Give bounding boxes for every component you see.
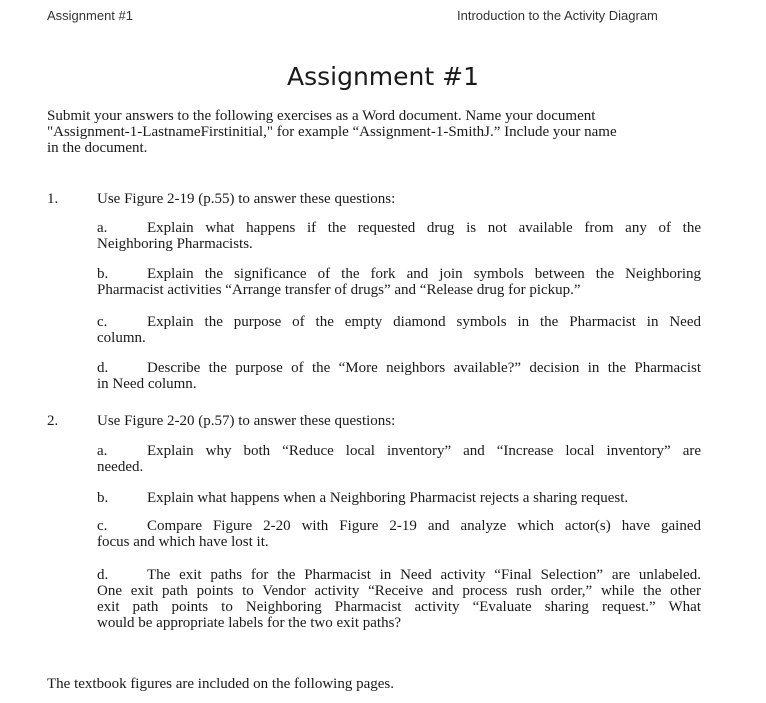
question-1-text: Use Figure 2-19 (p.55) to answer these questions: (97, 191, 396, 207)
question-1-part-c (97, 314, 701, 346)
question-2-number: 2. (47, 413, 59, 429)
part-continuation: column. (97, 330, 146, 346)
part-continuation: focus and which have lost it. (97, 534, 269, 550)
part-first-line (97, 490, 701, 506)
part-continuation: One exit path points to Vendor activity “Receive and process rush order,” while the other (97, 583, 701, 599)
question-2-part-b (97, 490, 701, 506)
part-first-line (97, 314, 701, 330)
question-2-part-d (97, 567, 701, 631)
intro-line: in the document. (47, 140, 148, 156)
part-letter: b. (97, 490, 109, 506)
footer-note: The textbook figures are included on the following pages. (47, 676, 394, 692)
part-continuation: needed. (97, 459, 144, 475)
part-continuation: Neighboring Pharmacists. (97, 236, 253, 252)
part-text: Explain what happens when a Neighboring Pharmacist rejects a sharing request. (147, 490, 629, 506)
part-text: Explain the significance of the fork and join symbols between the Neighboring (147, 266, 701, 282)
running-header-left: Assignment #1 (47, 8, 133, 23)
question-2-part-c (97, 518, 701, 550)
intro-line: Submit your answers to the following exercises as a Word document. Name your document (47, 108, 596, 124)
part-letter: a. (97, 220, 108, 236)
part-first-line (97, 567, 701, 583)
part-continuation: exit path points to Neighboring Pharmacist activity “Evaluate sharing request.” What (97, 599, 701, 615)
part-first-line (97, 220, 701, 236)
part-letter: a. (97, 443, 108, 459)
part-text: Explain the purpose of the empty diamond symbols in the Pharmacist in Need (147, 314, 701, 330)
intro-paragraph (47, 108, 707, 156)
part-text: Explain why both “Reduce local inventory” and “Increase local inventory” are (147, 443, 701, 459)
page-title: Assignment #1 (287, 62, 479, 91)
part-letter: d. (97, 567, 109, 583)
part-letter: b. (97, 266, 109, 282)
part-first-line (97, 266, 701, 282)
part-continuation: Pharmacist activities “Arrange transfer of drugs” and “Release drug for pickup.” (97, 282, 581, 298)
question-2-part-a (97, 443, 701, 475)
question-1-part-a (97, 220, 701, 252)
part-letter: c. (97, 314, 108, 330)
part-continuation: would be appropriate labels for the two exit paths? (97, 615, 402, 631)
part-first-line (97, 518, 701, 534)
part-text: The exit paths for the Pharmacist in Need activity “Final Selection” are unlabeled. (147, 567, 701, 583)
question-1-part-d (97, 360, 701, 392)
part-text: Describe the purpose of the “More neighbors available?” decision in the Pharmacist (147, 360, 701, 376)
question-1-part-b (97, 266, 701, 298)
intro-line: "Assignment-1-LastnameFirstinitial," for example “Assignment-1-SmithJ.” Include your name (47, 124, 617, 140)
part-first-line (97, 443, 701, 459)
question-2-text: Use Figure 2-20 (p.57) to answer these questions: (97, 413, 396, 429)
question-1-number: 1. (47, 191, 59, 207)
part-text: Compare Figure 2-20 with Figure 2-19 and analyze which actor(s) have gained (147, 518, 701, 534)
part-text: Explain what happens if the requested drug is not available from any of the (147, 220, 701, 236)
part-first-line (97, 360, 701, 376)
part-letter: d. (97, 360, 109, 376)
part-letter: c. (97, 518, 108, 534)
part-continuation: in Need column. (97, 376, 197, 392)
running-header-right: Introduction to the Activity Diagram (457, 8, 658, 23)
